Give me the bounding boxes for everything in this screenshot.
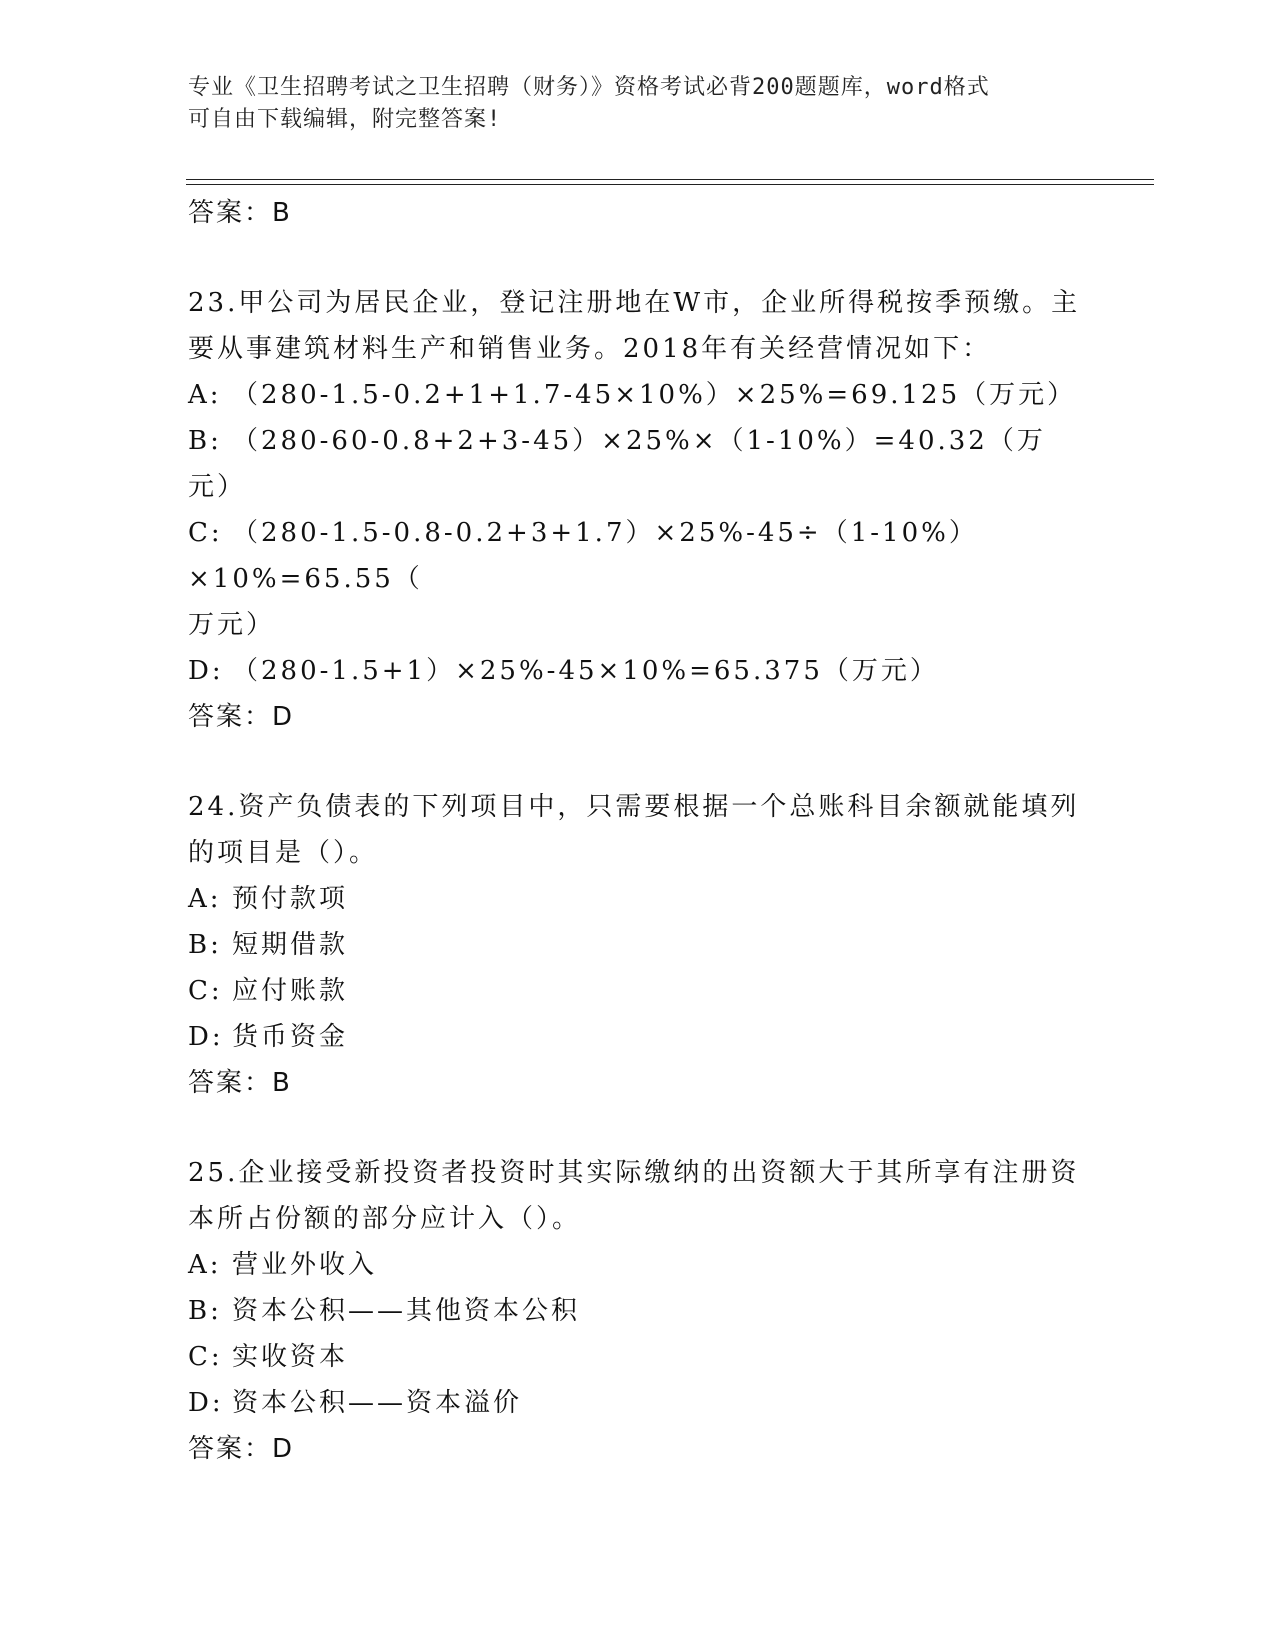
- option-b: [188, 418, 1088, 510]
- option-text: 资本公积——其他资本公积: [232, 1296, 581, 1326]
- question-25: [188, 1150, 1088, 1472]
- header-rule-bottom: [186, 184, 1154, 185]
- option-letter: A:: [188, 884, 222, 914]
- previous-answer: [188, 190, 1088, 236]
- option-d: [188, 648, 1088, 694]
- answer-value: B: [272, 198, 292, 228]
- document-body: [188, 190, 1088, 1472]
- option-text: 资本公积——资本溢价: [232, 1388, 523, 1418]
- question-stem-line: 的项目是（）。: [188, 838, 379, 868]
- option-c: [188, 510, 1088, 602]
- option-letter: B:: [188, 930, 222, 960]
- option-text: （280-1.5-0.2+1+1.7-45×10%）×25%=69.125（万元）: [232, 380, 1077, 410]
- answer-prefix: 答案：: [188, 1434, 273, 1464]
- option-letter: A:: [188, 380, 222, 410]
- option-c: [188, 968, 1088, 1014]
- option-a: [188, 1242, 1088, 1288]
- option-b: [188, 1288, 1088, 1334]
- option-letter: B:: [188, 426, 222, 456]
- option-text: （280-60-0.8+2+3-45）×25%×（1-10%）=40.32（万元）: [188, 426, 1046, 502]
- question-24: [188, 784, 1088, 1106]
- header-line-2: 可自由下载编辑，附完整答案!: [188, 107, 502, 132]
- answer-prefix: 答案：: [188, 1068, 273, 1098]
- option-c-continued: 万元）: [188, 610, 276, 640]
- option-text: （280-1.5-0.8-0.2+3+1.7）×25%-45÷（1-10%）×10%=65.55（: [188, 518, 978, 594]
- answer-value: B: [272, 1068, 292, 1098]
- option-a: [188, 876, 1088, 922]
- option-text: 应付账款: [232, 976, 349, 1006]
- option-text: 实收资本: [232, 1342, 349, 1372]
- option-letter: C:: [188, 518, 223, 548]
- question-23: [188, 280, 1088, 740]
- option-text: 营业外收入: [232, 1250, 378, 1280]
- option-letter: D:: [188, 1388, 224, 1418]
- answer-value: D: [272, 702, 295, 732]
- option-text: 预付款项: [232, 884, 349, 914]
- question-stem-line: 本所占份额的部分应计入（）。: [188, 1204, 582, 1234]
- option-letter: D:: [188, 656, 224, 686]
- option-a: [188, 372, 1088, 418]
- question-stem-line: 25.企业接受新投资者投资时其实际缴纳的出资额大于其所享有注册资: [188, 1158, 1080, 1188]
- question-stem-line: 23.甲公司为居民企业，登记注册地在W市，企业所得税按季预缴。主: [188, 288, 1081, 318]
- answer-value: D: [272, 1434, 295, 1464]
- option-b: [188, 922, 1088, 968]
- option-c: [188, 1334, 1088, 1380]
- option-letter: C:: [188, 976, 223, 1006]
- header-rule-top: [186, 179, 1154, 180]
- answer: [188, 1060, 1088, 1106]
- question-stem-line: 24.资产负债表的下列项目中，只需要根据一个总账科目余额就能填列: [188, 792, 1080, 822]
- header-line-1: 专业《卫生招聘考试之卫生招聘（财务）》资格考试必背200题题库，word格式: [188, 75, 990, 100]
- option-letter: A:: [188, 1250, 222, 1280]
- option-letter: C:: [188, 1342, 223, 1372]
- option-d: [188, 1380, 1088, 1426]
- answer: [188, 694, 1088, 740]
- option-d: [188, 1014, 1088, 1060]
- answer-prefix: 答案：: [188, 702, 273, 732]
- option-text: 短期借款: [232, 930, 349, 960]
- option-text: 货币资金: [232, 1022, 349, 1052]
- option-letter: B:: [188, 1296, 222, 1326]
- question-stem-line: 要从事建筑材料生产和销售业务。2018年有关经营情况如下：: [188, 334, 992, 364]
- answer: [188, 1426, 1088, 1472]
- answer-prefix: 答案：: [188, 198, 273, 228]
- option-letter: D:: [188, 1022, 224, 1052]
- option-text: （280-1.5+1）×25%-45×10%=65.375（万元）: [232, 656, 939, 686]
- document-header: [188, 72, 1068, 136]
